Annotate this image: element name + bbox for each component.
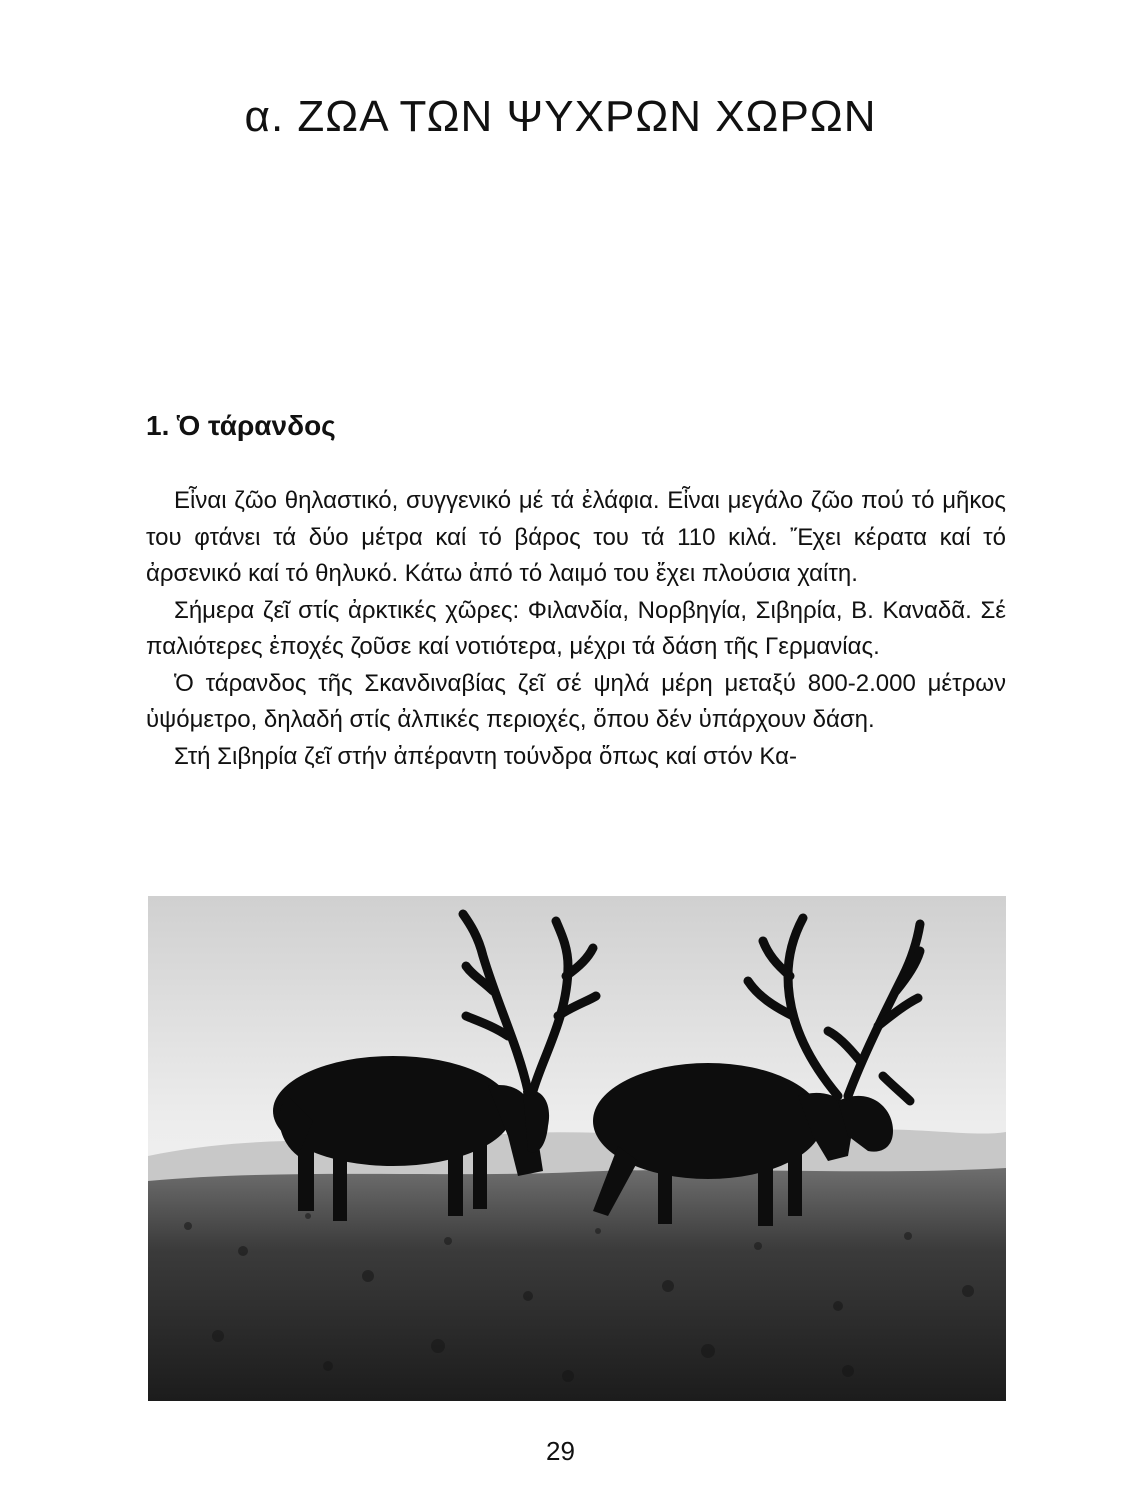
chapter-title: α. ΖΩΑ ΤΩΝ ΨΥΧΡΩΝ ΧΩΡΩΝ (244, 92, 877, 141)
body-text (146, 483, 1006, 775)
tundra-ground (148, 1168, 1006, 1401)
section-heading: 1. Ὁ τάρανδος (146, 410, 336, 441)
reindeer-photo-icon (148, 896, 1006, 1401)
page-number: 29 (546, 1436, 575, 1466)
paragraph: Σήμερα ζεῖ στίς ἀρκτικές χῶρες: Φιλανδία, Νορβηγία, Σιβηρία, Β. Καναδᾶ. Σέ παλιότερες ἐποχές ζοῦσε καί νοτιότερα, μέχρι τά δάση τῆς Γερμανίας. (146, 596, 1006, 660)
paragraph: Εἶναι ζῶο θηλαστικό, συγγενικό μέ τά ἐλάφια. Εἶναι μεγάλο ζῶο πού τό μῆκος του φτάνει τά δύο μέτρα καί τό βάρος του τά 110 κιλά. Ἔχει κέρατα καί τό ἀρσενικό καί τό θηλυκό. Κάτω ἀπό τό λαιμό του ἔχει πλούσια χαίτη. (146, 487, 1006, 587)
paragraph: Ὁ τάρανδος τῆς Σκανδιναβίας ζεῖ σέ ψηλά μέρη μεταξύ 800-2.000 μέτρων ὑψόμετρο, δηλαδή στίς ἀλπικές περιοχές, ὅπου δέν ὑπάρχουν δάση. (146, 669, 1006, 733)
paragraph: Στή Σιβηρία ζεῖ στήν ἀπέραντη τούνδρα ὅπως καί στόν Κα- (174, 742, 797, 770)
